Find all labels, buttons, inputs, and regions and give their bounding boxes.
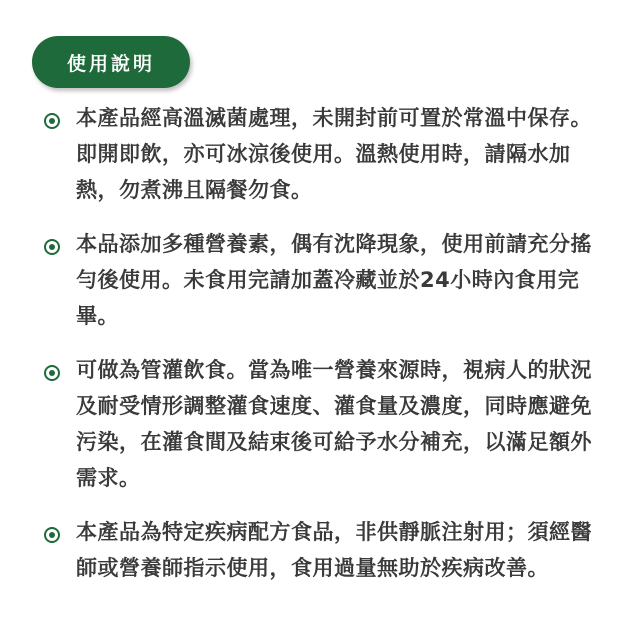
section-title: 使用說明 bbox=[66, 52, 155, 75]
circle-bullet-icon bbox=[44, 527, 60, 543]
instruction-text: 本產品為特定疾病配方食品，非供靜脈注射用；須經醫師或營養師指示使用，食用過量無助於疾病改善。 bbox=[76, 520, 592, 580]
instruction-text: 可做為管灌飲食。當為唯一營養來源時，視病人的狀況及耐受情形調整灌食速度、灌食量及濃度，同時應避免污染，在灌食間及結束後可給予水分補充，以滿足額外需求。 bbox=[76, 358, 592, 490]
instruction-item bbox=[44, 100, 604, 208]
instruction-text: 本品添加多種營養素，偶有沈降現象，使用前請充分搖勻後使用。未食用完請加蓋冷藏並於24小時內食用完畢。 bbox=[76, 232, 592, 328]
instruction-item bbox=[44, 514, 604, 586]
instruction-item bbox=[44, 226, 604, 334]
section-header-badge bbox=[32, 36, 190, 88]
instruction-item bbox=[44, 352, 604, 496]
circle-bullet-icon bbox=[44, 113, 60, 129]
circle-bullet-icon bbox=[44, 239, 60, 255]
instruction-text: 本產品經高溫滅菌處理，未開封前可置於常溫中保存。即開即飲，亦可冰涼後使用。溫熱使用時，請隔水加熱，勿煮沸且隔餐勿食。 bbox=[76, 106, 592, 202]
instruction-list bbox=[44, 100, 604, 604]
circle-bullet-icon bbox=[44, 365, 60, 381]
